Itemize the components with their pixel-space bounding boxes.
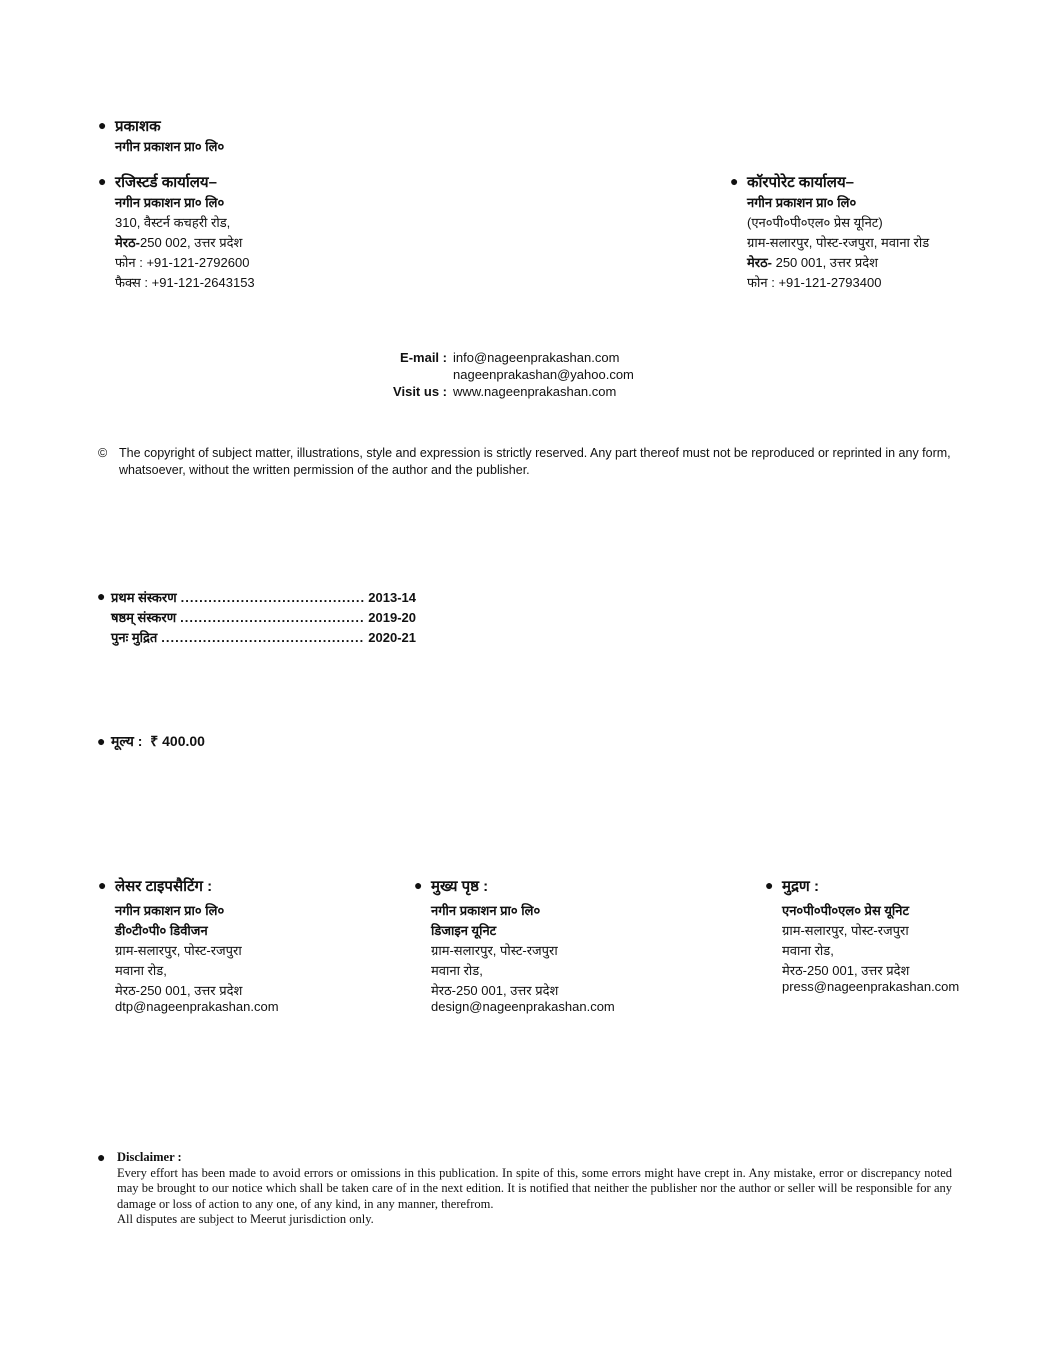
visit-label: Visit us : <box>393 384 447 399</box>
copyright-text: The copyright of subject matter, illustrations, style and expression is strictly reserved. Any part thereof must not be reproduced or reprinted in any form, whatsoever, without the written permission of the author and the publisher. <box>119 446 951 477</box>
address-line: मवाना रोड, <box>782 943 834 958</box>
corporate-office-unit: (एन०पी०पी०एल० प्रेस यूनिट) <box>747 215 883 230</box>
cover-email[interactable]: design@nageenprakashan.com <box>431 999 615 1014</box>
typesetting-name: नगीन प्रकाशन प्रा० लि० <box>115 903 225 918</box>
city-pin: 250 001, उत्तर प्रदेश <box>771 255 878 270</box>
website-link[interactable]: www.nageenprakashan.com <box>453 384 617 399</box>
price <box>97 731 205 751</box>
disclaimer-text: Every effort has been made to avoid errors or omissions in this publication. In spite of this, some errors might have crept in. Any mistake, error or discrepancy noted may be brought to our notice which shall be taken care of in the next edition. It is notified that neither the publisher nor the author or seller will be responsible for any damage or loss of action to any one, of any kind, in any manner, therefrom. <box>117 1165 952 1211</box>
address-line: मेरठ-250 001, उत्तर प्रदेश <box>115 983 243 998</box>
cover-name: नगीन प्रकाशन प्रा० लि० <box>431 903 541 918</box>
printing-block <box>765 877 960 997</box>
typesetting-email[interactable]: dtp@nageenprakashan.com <box>115 999 279 1014</box>
bullet-icon: ● <box>97 733 106 749</box>
email-1[interactable]: info@nageenprakashan.com <box>453 350 620 365</box>
registered-office-heading: रजिस्टर्ड कार्यालय– <box>115 174 217 191</box>
email-2[interactable]: nageenprakashan@yahoo.com <box>453 367 634 382</box>
address-line: मेरठ-250 001, उत्तर प्रदेश <box>782 963 910 978</box>
registered-office-address: 310, वैस्टर्न कचहरी रोड, <box>115 215 231 230</box>
address-line: मवाना रोड, <box>431 963 483 978</box>
cover-block <box>414 877 615 1017</box>
bullet-icon: ● <box>97 588 106 604</box>
bullet-icon: ● <box>97 1149 106 1165</box>
corporate-office-heading: कॉरपोरेट कार्यालय– <box>747 174 855 191</box>
registered-office-block <box>98 173 255 293</box>
address-line: ग्राम-सलारपुर, पोस्ट-रजपुरा <box>782 923 909 938</box>
typesetting-heading: लेसर टाइपसैटिंग : <box>115 878 213 895</box>
printing-email[interactable]: press@nageenprakashan.com <box>782 979 960 994</box>
typesetting-division: डी०टी०पी० डिवीजन <box>115 923 208 938</box>
address-line: मेरठ-250 001, उत्तर प्रदेश <box>431 983 559 998</box>
registered-office-name: नगीन प्रकाशन प्रा० लि० <box>115 195 225 210</box>
printing-heading: मुद्रण : <box>782 878 819 895</box>
price-value: ₹ 400.00 <box>150 733 205 749</box>
city-label: मेरठ- <box>747 255 772 270</box>
city-pin: 250 002, उत्तर प्रदेश <box>139 235 243 250</box>
copyright-notice <box>98 445 954 479</box>
corporate-office-block <box>730 173 930 293</box>
price-label: मूल्य : <box>111 733 143 749</box>
cover-heading: मुख्य पृष्ठ : <box>431 878 489 895</box>
edition-row: प्रथम संस्करण ..... 2013-14 <box>111 588 416 608</box>
address-line: ग्राम-सलारपुर, पोस्ट-रजपुरा <box>431 943 558 958</box>
publisher-block <box>98 117 225 157</box>
editions-block <box>97 588 416 648</box>
address-line: ग्राम-सलारपुर, पोस्ट-रजपुरा <box>115 943 242 958</box>
jurisdiction-text: All disputes are subject to Meerut jurisdiction only. <box>117 1212 374 1226</box>
corporate-office-phone: फोन : +91-121-2793400 <box>747 275 882 290</box>
registered-office-phone: फोन : +91-121-2792600 <box>115 255 250 270</box>
edition-row: षष्ठम् संस्करण ..... 2019-20 <box>111 608 416 628</box>
registered-office-fax: फैक्स : +91-121-2643153 <box>115 275 255 290</box>
email-label: E-mail : <box>400 350 447 365</box>
bullet-icon: ● <box>730 173 739 189</box>
address-line: मवाना रोड, <box>115 963 167 978</box>
bullet-icon: ● <box>98 117 107 133</box>
disclaimer-block <box>97 1149 952 1228</box>
publisher-name: नगीन प्रकाशन प्रा० लि० <box>115 139 225 154</box>
bullet-icon: ● <box>765 877 774 893</box>
cover-division: डिजाइन यूनिट <box>431 923 497 938</box>
corporate-office-address: ग्राम-सलारपुर, पोस्ट-रजपुरा, मवाना रोड <box>747 235 930 250</box>
disclaimer-heading: Disclaimer : <box>117 1150 182 1164</box>
edition-row: पुनः मुद्रित ..... 2020-21 <box>111 628 416 648</box>
publisher-heading: प्रकाशक <box>115 118 161 135</box>
corporate-office-name: नगीन प्रकाशन प्रा० लि० <box>747 195 857 210</box>
typesetting-block <box>98 877 279 1017</box>
contact-block <box>391 349 634 400</box>
bullet-icon: ● <box>414 877 423 893</box>
copyright-icon: © <box>98 446 108 460</box>
city-label: मेरठ- <box>115 235 140 250</box>
printing-name: एन०पी०पी०एल० प्रेस यूनिट <box>782 903 910 918</box>
bullet-icon: ● <box>98 877 107 893</box>
bullet-icon: ● <box>98 173 107 189</box>
